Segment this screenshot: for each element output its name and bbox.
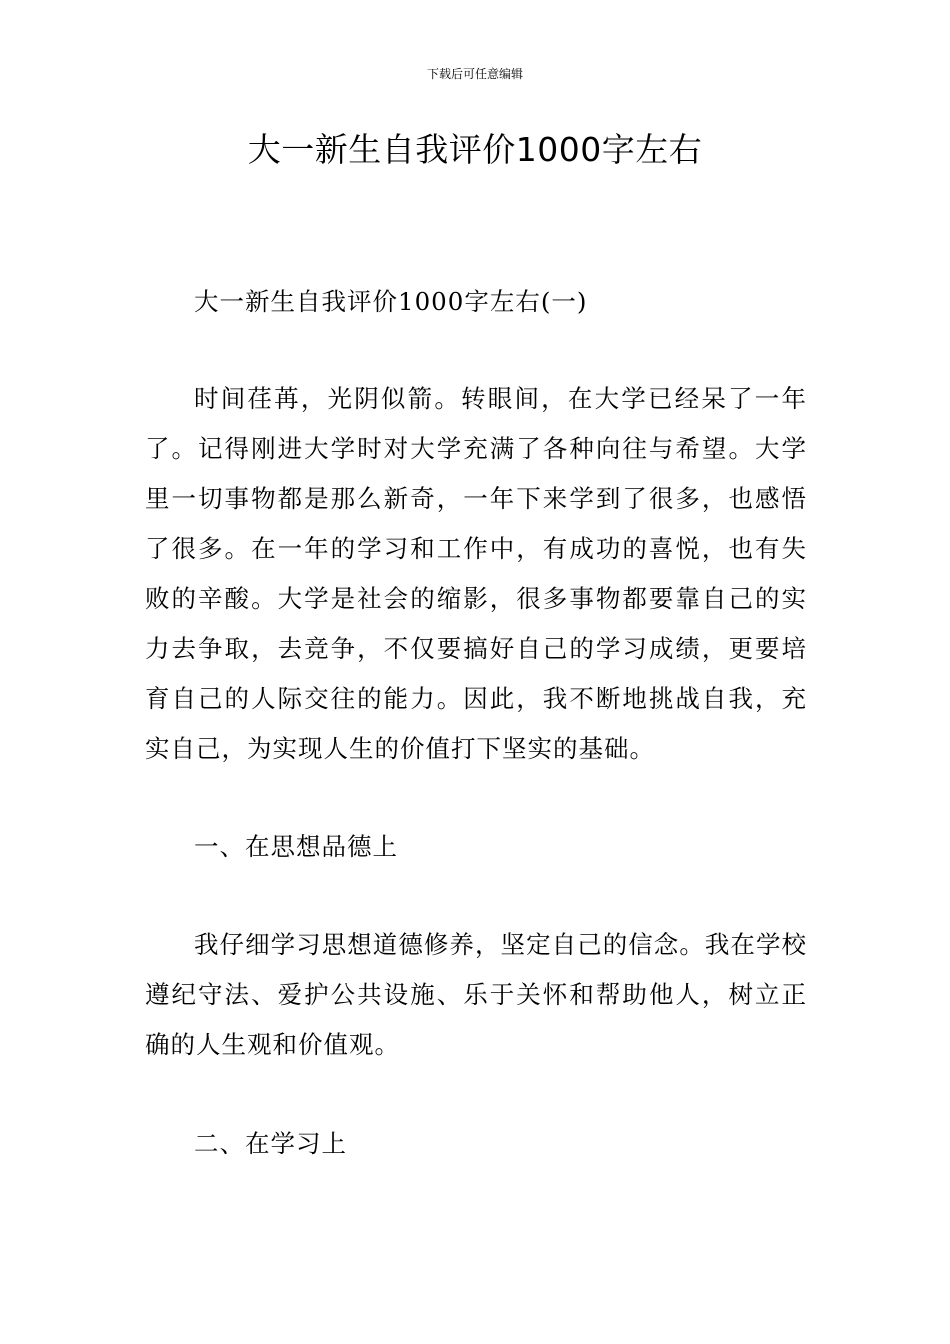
section-heading-moral: 一、在思想品德上 — [194, 832, 398, 861]
document-subtitle: 大一新生自我评价1000字左右(一) — [194, 287, 588, 316]
paragraph-intro: 时间荏苒，光阴似箭。转眼间，在大学已经呆了一年了。记得刚进大学时对大学充满了各种向往与希望。大学里一切事物都是那么新奇，一年下来学到了很多，也感悟了很多。在一年的学习和工作中，有成功的喜悦，也有失败的辛酸。大学是社会的缩影，很多事物都要靠自己的实力去争取，去竞争，不仅要搞好自己的学习成绩，更要培育自己的人际交往的能力。因此，我不断地挑战自我，充实自己，为实现人生的价值打下坚实的基础。 — [145, 384, 807, 763]
paragraph-moral: 我仔细学习思想道德修养，坚定自己的信念。我在学校遵纪守法、爱护公共设施、乐于关怀和帮助他人，树立正确的人生观和价值观。 — [145, 930, 807, 1059]
document-title: 大一新生自我评价1000字左右 — [247, 130, 703, 169]
section-heading-study: 二、在学习上 — [194, 1129, 347, 1158]
header-note: 下载后可任意编辑 — [426, 67, 523, 81]
